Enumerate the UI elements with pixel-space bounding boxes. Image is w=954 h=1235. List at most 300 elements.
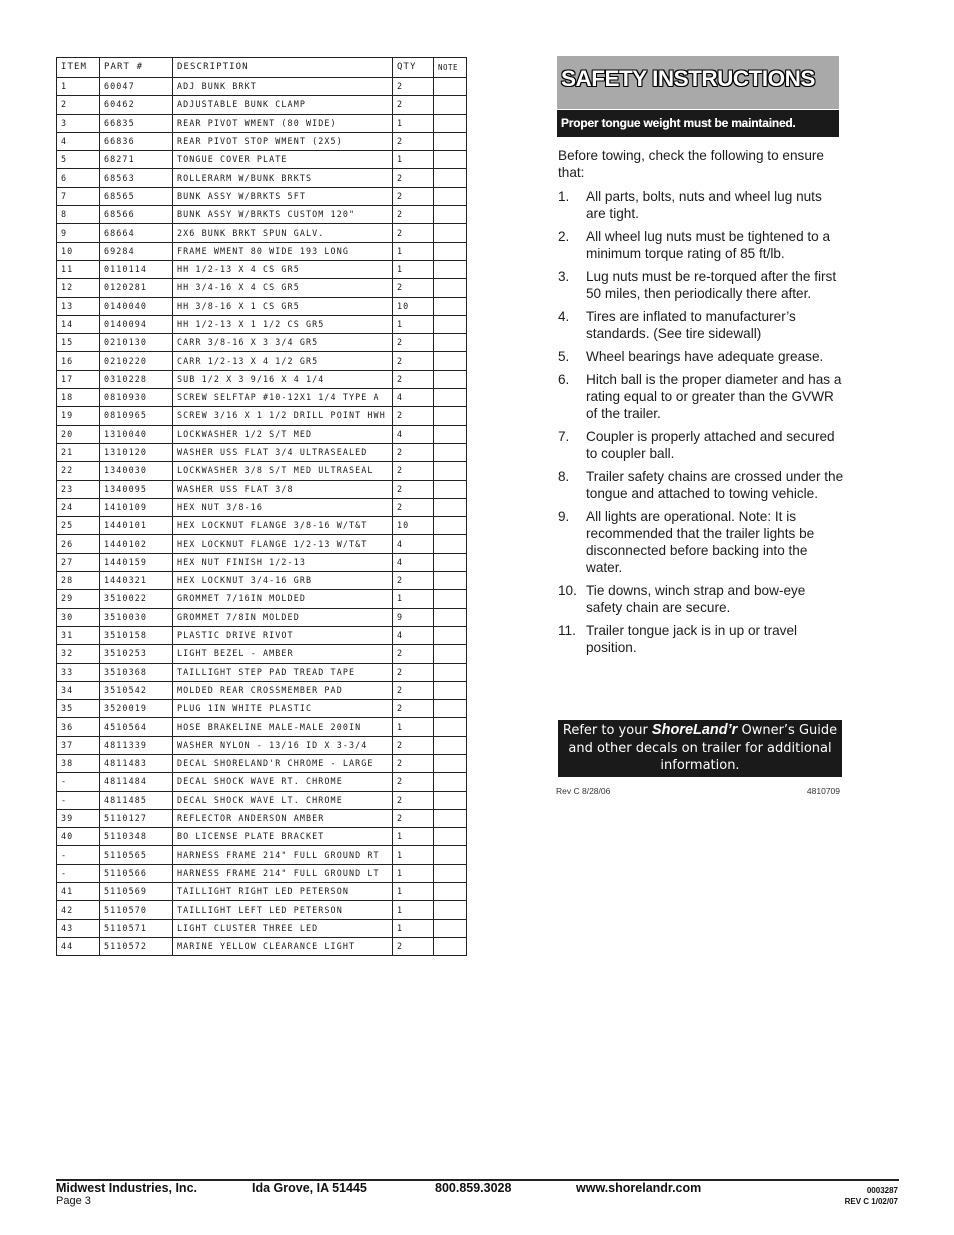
cell-description: SCREW 3/16 X 1 1/2 DRILL POINT HWH (173, 407, 393, 425)
cell-description: LOCKWASHER 3/8 S/T MED ULTRASEAL (173, 462, 393, 480)
cell-qty: 2 (393, 352, 434, 370)
cell-qty: 2 (393, 681, 434, 699)
table-row (57, 645, 467, 663)
cell-item: 25 (57, 517, 100, 535)
cell-qty: 1 (393, 590, 434, 608)
safety-revision: Rev C 8/28/06 (556, 786, 611, 796)
table-row (57, 352, 467, 370)
cell-description: HH 1/2-13 X 4 CS GR5 (173, 260, 393, 278)
cell-description: DECAL SHOCK WAVE RT. CHROME (173, 773, 393, 791)
list-item-number: 11. (558, 623, 576, 638)
cell-qty: 1 (393, 846, 434, 864)
cell-qty: 2 (393, 96, 434, 114)
cell-part-number: 68566 (100, 206, 173, 224)
cell-item: 33 (57, 663, 100, 681)
cell-note (434, 754, 467, 772)
cell-qty: 4 (393, 626, 434, 644)
cell-part-number: 5110572 (100, 937, 173, 955)
cell-qty: 10 (393, 517, 434, 535)
cell-note (434, 919, 467, 937)
footer-page-number: Page 3 (56, 1195, 91, 1207)
cell-description: TAILLIGHT LEFT LED PETERSON (173, 901, 393, 919)
cell-qty: 10 (393, 297, 434, 315)
footer-website: www.shorelandr.com (576, 1181, 702, 1195)
list-item-number: 8. (558, 469, 570, 484)
cell-part-number: 0140040 (100, 297, 173, 315)
cell-part-number: 0110114 (100, 260, 173, 278)
cell-part-number: 0120281 (100, 279, 173, 297)
cell-description: HH 1/2-13 X 1 1/2 CS GR5 (173, 315, 393, 333)
cell-item: 19 (57, 407, 100, 425)
cell-description: MARINE YELLOW CLEARANCE LIGHT (173, 937, 393, 955)
cell-item: 6 (57, 169, 100, 187)
cell-description: FRAME WMENT 80 WIDE 193 LONG (173, 242, 393, 260)
cell-part-number: 69284 (100, 242, 173, 260)
cell-item: 36 (57, 718, 100, 736)
cell-description: HH 3/4-16 X 4 CS GR5 (173, 279, 393, 297)
table-row (57, 883, 467, 901)
table-row (57, 151, 467, 169)
table-row (57, 663, 467, 681)
table-row (57, 791, 467, 809)
cell-description: REFLECTOR ANDERSON AMBER (173, 809, 393, 827)
cell-item: 5 (57, 151, 100, 169)
cell-part-number: 5110566 (100, 864, 173, 882)
cell-qty: 1 (393, 151, 434, 169)
cell-item: - (57, 773, 100, 791)
table-row (57, 260, 467, 278)
cell-item: 35 (57, 700, 100, 718)
cell-item: 12 (57, 279, 100, 297)
cell-qty: 2 (393, 572, 434, 590)
list-item-text: All parts, bolts, nuts and wheel lug nuts are tight. (586, 189, 822, 221)
cell-part-number: 68565 (100, 187, 173, 205)
cell-part-number: 0210130 (100, 334, 173, 352)
cell-item: 18 (57, 389, 100, 407)
cell-description: BUNK ASSY W/BRKTS CUSTOM 120" (173, 206, 393, 224)
cell-part-number: 3510022 (100, 590, 173, 608)
col-header-description: DESCRIPTION (173, 58, 393, 78)
cell-qty: 1 (393, 260, 434, 278)
cell-part-number: 0810930 (100, 389, 173, 407)
table-row (57, 206, 467, 224)
cell-item: - (57, 846, 100, 864)
col-header-qty: QTY (393, 58, 434, 78)
cell-qty: 2 (393, 645, 434, 663)
list-item-text: Lug nuts must be re-torqued after the first 50 miles, then periodically there after. (586, 269, 837, 301)
cell-part-number: 4510564 (100, 718, 173, 736)
table-row (57, 370, 467, 388)
list-item (558, 348, 844, 365)
list-item (558, 188, 844, 222)
cell-item: 2 (57, 96, 100, 114)
table-row (57, 754, 467, 772)
cell-item: 31 (57, 626, 100, 644)
cell-item: 13 (57, 297, 100, 315)
cell-item: 29 (57, 590, 100, 608)
cell-part-number: 3520019 (100, 700, 173, 718)
cell-note (434, 279, 467, 297)
cell-item: 23 (57, 480, 100, 498)
list-item (558, 468, 844, 502)
cell-note (434, 535, 467, 553)
cell-note (434, 132, 467, 150)
cell-qty: 1 (393, 718, 434, 736)
table-row (57, 169, 467, 187)
list-item (558, 428, 844, 462)
cell-item: 11 (57, 260, 100, 278)
cell-item: 26 (57, 535, 100, 553)
refer-box (558, 720, 842, 777)
footer-doc-revision: REV C 1/02/07 (844, 1197, 898, 1206)
cell-item: - (57, 864, 100, 882)
cell-note (434, 480, 467, 498)
table-row (57, 480, 467, 498)
refer-brand: ShoreLand’r (651, 722, 738, 738)
cell-description: ROLLERARM W/BUNK BRKTS (173, 169, 393, 187)
cell-part-number: 3510030 (100, 608, 173, 626)
cell-item: 15 (57, 334, 100, 352)
cell-item: 43 (57, 919, 100, 937)
cell-note (434, 828, 467, 846)
table-row (57, 773, 467, 791)
table-row (57, 809, 467, 827)
cell-item: 22 (57, 462, 100, 480)
cell-description: ADJUSTABLE BUNK CLAMP (173, 96, 393, 114)
cell-note (434, 151, 467, 169)
cell-part-number: 3510542 (100, 681, 173, 699)
cell-item: 41 (57, 883, 100, 901)
cell-note (434, 645, 467, 663)
cell-description: PLASTIC DRIVE RIVOT (173, 626, 393, 644)
table-row (57, 535, 467, 553)
cell-description: TONGUE COVER PLATE (173, 151, 393, 169)
list-item (558, 508, 844, 576)
cell-part-number: 0310228 (100, 370, 173, 388)
footer-company: Midwest Industries, Inc. (56, 1181, 197, 1195)
cell-description: HEX LOCKNUT 3/4-16 GRB (173, 572, 393, 590)
cell-part-number: 5110127 (100, 809, 173, 827)
cell-part-number: 68563 (100, 169, 173, 187)
list-item-text: All wheel lug nuts must be tightened to a minimum torque rating of 85 ft/lb. (586, 229, 831, 261)
cell-description: HOSE BRAKELINE MALE-MALE 200IN (173, 718, 393, 736)
safety-part-number: 4810709 (806, 786, 840, 796)
cell-qty: 2 (393, 754, 434, 772)
cell-description: HEX NUT 3/8-16 (173, 498, 393, 516)
safety-banner (557, 56, 839, 109)
safety-intro: Before towing, check the following to ensure that: (558, 148, 824, 180)
cell-note (434, 297, 467, 315)
table-row (57, 132, 467, 150)
cell-part-number: 5110570 (100, 901, 173, 919)
cell-description: HARNESS FRAME 214" FULL GROUND RT (173, 846, 393, 864)
cell-description: REAR PIVOT STOP WMENT (2X5) (173, 132, 393, 150)
cell-qty: 2 (393, 132, 434, 150)
cell-qty: 2 (393, 443, 434, 461)
cell-note (434, 315, 467, 333)
cell-description: LOCKWASHER 1/2 S/T MED (173, 425, 393, 443)
cell-note (434, 224, 467, 242)
cell-qty: 2 (393, 791, 434, 809)
cell-item: 8 (57, 206, 100, 224)
cell-description: HH 3/8-16 X 1 CS GR5 (173, 297, 393, 315)
cell-item: 28 (57, 572, 100, 590)
list-item-text: All lights are operational. Note: It is recommended that the trailer lights be disconnected before backing into the water. (586, 509, 815, 575)
cell-part-number: 1440321 (100, 572, 173, 590)
cell-item: 42 (57, 901, 100, 919)
table-row (57, 224, 467, 242)
cell-part-number: 3510253 (100, 645, 173, 663)
cell-qty: 2 (393, 462, 434, 480)
cell-qty: 2 (393, 498, 434, 516)
cell-item: 30 (57, 608, 100, 626)
cell-note (434, 498, 467, 516)
cell-part-number: 0810965 (100, 407, 173, 425)
cell-note (434, 846, 467, 864)
cell-part-number: 4811483 (100, 754, 173, 772)
cell-item: 17 (57, 370, 100, 388)
cell-part-number: 5110348 (100, 828, 173, 846)
table-row (57, 242, 467, 260)
cell-note (434, 370, 467, 388)
table-row (57, 864, 467, 882)
list-item-number: 7. (558, 429, 570, 444)
table-row (57, 828, 467, 846)
cell-qty: 1 (393, 901, 434, 919)
list-item-number: 1. (558, 189, 570, 204)
table-row (57, 626, 467, 644)
col-header-part: PART # (100, 58, 173, 78)
list-item-number: 9. (558, 509, 570, 524)
cell-qty: 4 (393, 535, 434, 553)
list-item-text: Wheel bearings have adequate grease. (586, 349, 824, 364)
cell-note (434, 462, 467, 480)
cell-item: 44 (57, 937, 100, 955)
cell-qty: 4 (393, 389, 434, 407)
cell-description: GROMMET 7/16IN MOLDED (173, 590, 393, 608)
table-row (57, 114, 467, 132)
cell-note (434, 608, 467, 626)
cell-item: 16 (57, 352, 100, 370)
cell-part-number: 5110565 (100, 846, 173, 864)
cell-description: WASHER NYLON - 13/16 ID X 3-3/4 (173, 736, 393, 754)
list-item-text: Tie downs, winch strap and bow-eye safety chain are secure. (586, 583, 806, 615)
cell-qty: 1 (393, 114, 434, 132)
cell-description: ADJ BUNK BRKT (173, 78, 393, 96)
cell-note (434, 553, 467, 571)
cell-part-number: 1440101 (100, 517, 173, 535)
table-row (57, 919, 467, 937)
cell-qty: 2 (393, 700, 434, 718)
cell-qty: 2 (393, 736, 434, 754)
cell-note (434, 937, 467, 955)
cell-note (434, 260, 467, 278)
cell-item: 3 (57, 114, 100, 132)
cell-note (434, 809, 467, 827)
cell-part-number: 66836 (100, 132, 173, 150)
cell-description: 2X6 BUNK BRKT SPUN GALV. (173, 224, 393, 242)
cell-note (434, 334, 467, 352)
table-row (57, 517, 467, 535)
cell-item: 21 (57, 443, 100, 461)
cell-item: 7 (57, 187, 100, 205)
cell-note (434, 242, 467, 260)
cell-qty: 2 (393, 279, 434, 297)
table-row (57, 681, 467, 699)
table-row (57, 297, 467, 315)
cell-description: HEX LOCKNUT FLANGE 1/2-13 W/T&T (173, 535, 393, 553)
cell-description: HEX NUT FINISH 1/2-13 (173, 553, 393, 571)
cell-part-number: 1440159 (100, 553, 173, 571)
table-row (57, 389, 467, 407)
cell-part-number: 5110571 (100, 919, 173, 937)
parts-table-header (57, 58, 467, 78)
cell-qty: 1 (393, 315, 434, 333)
cell-qty: 2 (393, 809, 434, 827)
cell-part-number: 4811339 (100, 736, 173, 754)
table-row (57, 96, 467, 114)
table-row (57, 846, 467, 864)
cell-part-number: 60047 (100, 78, 173, 96)
safety-subtitle-bar (557, 110, 839, 137)
table-row (57, 462, 467, 480)
cell-qty: 2 (393, 407, 434, 425)
list-item (558, 582, 844, 616)
cell-description: PLUG 1IN WHITE PLASTIC (173, 700, 393, 718)
list-item (558, 308, 844, 342)
refer-text-pre: Refer to your (562, 723, 652, 738)
cell-note (434, 700, 467, 718)
cell-item: 34 (57, 681, 100, 699)
cell-note (434, 443, 467, 461)
cell-qty: 4 (393, 553, 434, 571)
cell-part-number: 68664 (100, 224, 173, 242)
cell-part-number: 1340030 (100, 462, 173, 480)
cell-part-number: 1310040 (100, 425, 173, 443)
cell-note (434, 626, 467, 644)
cell-qty: 2 (393, 663, 434, 681)
table-row (57, 498, 467, 516)
cell-note (434, 407, 467, 425)
cell-item: 24 (57, 498, 100, 516)
cell-part-number: 4811485 (100, 791, 173, 809)
list-item-number: 2. (558, 229, 570, 244)
cell-note (434, 883, 467, 901)
table-row (57, 572, 467, 590)
cell-part-number: 0210220 (100, 352, 173, 370)
parts-table-body (57, 78, 467, 956)
cell-description: BO LICENSE PLATE BRACKET (173, 828, 393, 846)
cell-note (434, 425, 467, 443)
cell-item: 38 (57, 754, 100, 772)
cell-part-number: 66835 (100, 114, 173, 132)
cell-part-number: 60462 (100, 96, 173, 114)
cell-qty: 2 (393, 480, 434, 498)
list-item-number: 6. (558, 372, 570, 387)
footer-city: Ida Grove, IA 51445 (252, 1181, 367, 1195)
table-row (57, 736, 467, 754)
table-row (57, 608, 467, 626)
col-header-item: ITEM (57, 58, 100, 78)
cell-note (434, 736, 467, 754)
cell-note (434, 96, 467, 114)
table-row (57, 901, 467, 919)
cell-note (434, 206, 467, 224)
list-item (558, 622, 844, 656)
cell-qty: 2 (393, 370, 434, 388)
safety-checklist (558, 188, 844, 662)
cell-description: MOLDED REAR CROSSMEMBER PAD (173, 681, 393, 699)
cell-qty: 2 (393, 169, 434, 187)
table-row (57, 78, 467, 96)
cell-description: HARNESS FRAME 214" FULL GROUND LT (173, 864, 393, 882)
parts-table (56, 57, 467, 956)
cell-part-number: 5110569 (100, 883, 173, 901)
cell-note (434, 663, 467, 681)
cell-description: LIGHT CLUSTER THREE LED (173, 919, 393, 937)
cell-qty: 1 (393, 919, 434, 937)
cell-description: CARR 3/8-16 X 3 3/4 GR5 (173, 334, 393, 352)
list-item-text: Trailer tongue jack is in up or travel position. (586, 623, 798, 655)
cell-description: HEX LOCKNUT FLANGE 3/8-16 W/T&T (173, 517, 393, 535)
cell-note (434, 517, 467, 535)
cell-item: 39 (57, 809, 100, 827)
cell-part-number: 68271 (100, 151, 173, 169)
table-row (57, 718, 467, 736)
cell-note (434, 169, 467, 187)
cell-description: WASHER USS FLAT 3/4 ULTRASEALED (173, 443, 393, 461)
table-row (57, 315, 467, 333)
cell-note (434, 864, 467, 882)
refer-text-post: Owner’s Guide and other decals on trailer for additional information. (568, 723, 838, 773)
cell-qty: 1 (393, 883, 434, 901)
table-row (57, 425, 467, 443)
list-item-text: Trailer safety chains are crossed under the tongue and attached to towing vehicle. (586, 469, 844, 501)
list-item-text: Coupler is properly attached and secured to coupler ball. (586, 429, 835, 461)
cell-item: 32 (57, 645, 100, 663)
cell-qty: 4 (393, 425, 434, 443)
cell-note (434, 718, 467, 736)
cell-note (434, 590, 467, 608)
cell-note (434, 681, 467, 699)
cell-item: 20 (57, 425, 100, 443)
cell-description: SUB 1/2 X 3 9/16 X 4 1/4 (173, 370, 393, 388)
list-item-number: 10. (558, 583, 577, 598)
cell-item: 27 (57, 553, 100, 571)
cell-description: DECAL SHOCK WAVE LT. CHROME (173, 791, 393, 809)
table-row (57, 590, 467, 608)
cell-part-number: 1440102 (100, 535, 173, 553)
cell-description: LIGHT BEZEL - AMBER (173, 645, 393, 663)
cell-item: 1 (57, 78, 100, 96)
list-item-text: Tires are inflated to manufacturer’s standards. (See tire sidewall) (586, 309, 796, 341)
cell-qty: 2 (393, 937, 434, 955)
table-row (57, 700, 467, 718)
cell-item: 40 (57, 828, 100, 846)
cell-item: 10 (57, 242, 100, 260)
cell-description: GROMMET 7/8IN MOLDED (173, 608, 393, 626)
cell-qty: 1 (393, 242, 434, 260)
col-header-note: NOTE (434, 58, 467, 78)
cell-item: 9 (57, 224, 100, 242)
list-item-number: 3. (558, 269, 570, 284)
table-row (57, 334, 467, 352)
list-item-number: 5. (558, 349, 570, 364)
cell-part-number: 1310120 (100, 443, 173, 461)
cell-description: TAILLIGHT STEP PAD TREAD TAPE (173, 663, 393, 681)
cell-qty: 2 (393, 773, 434, 791)
cell-note (434, 78, 467, 96)
